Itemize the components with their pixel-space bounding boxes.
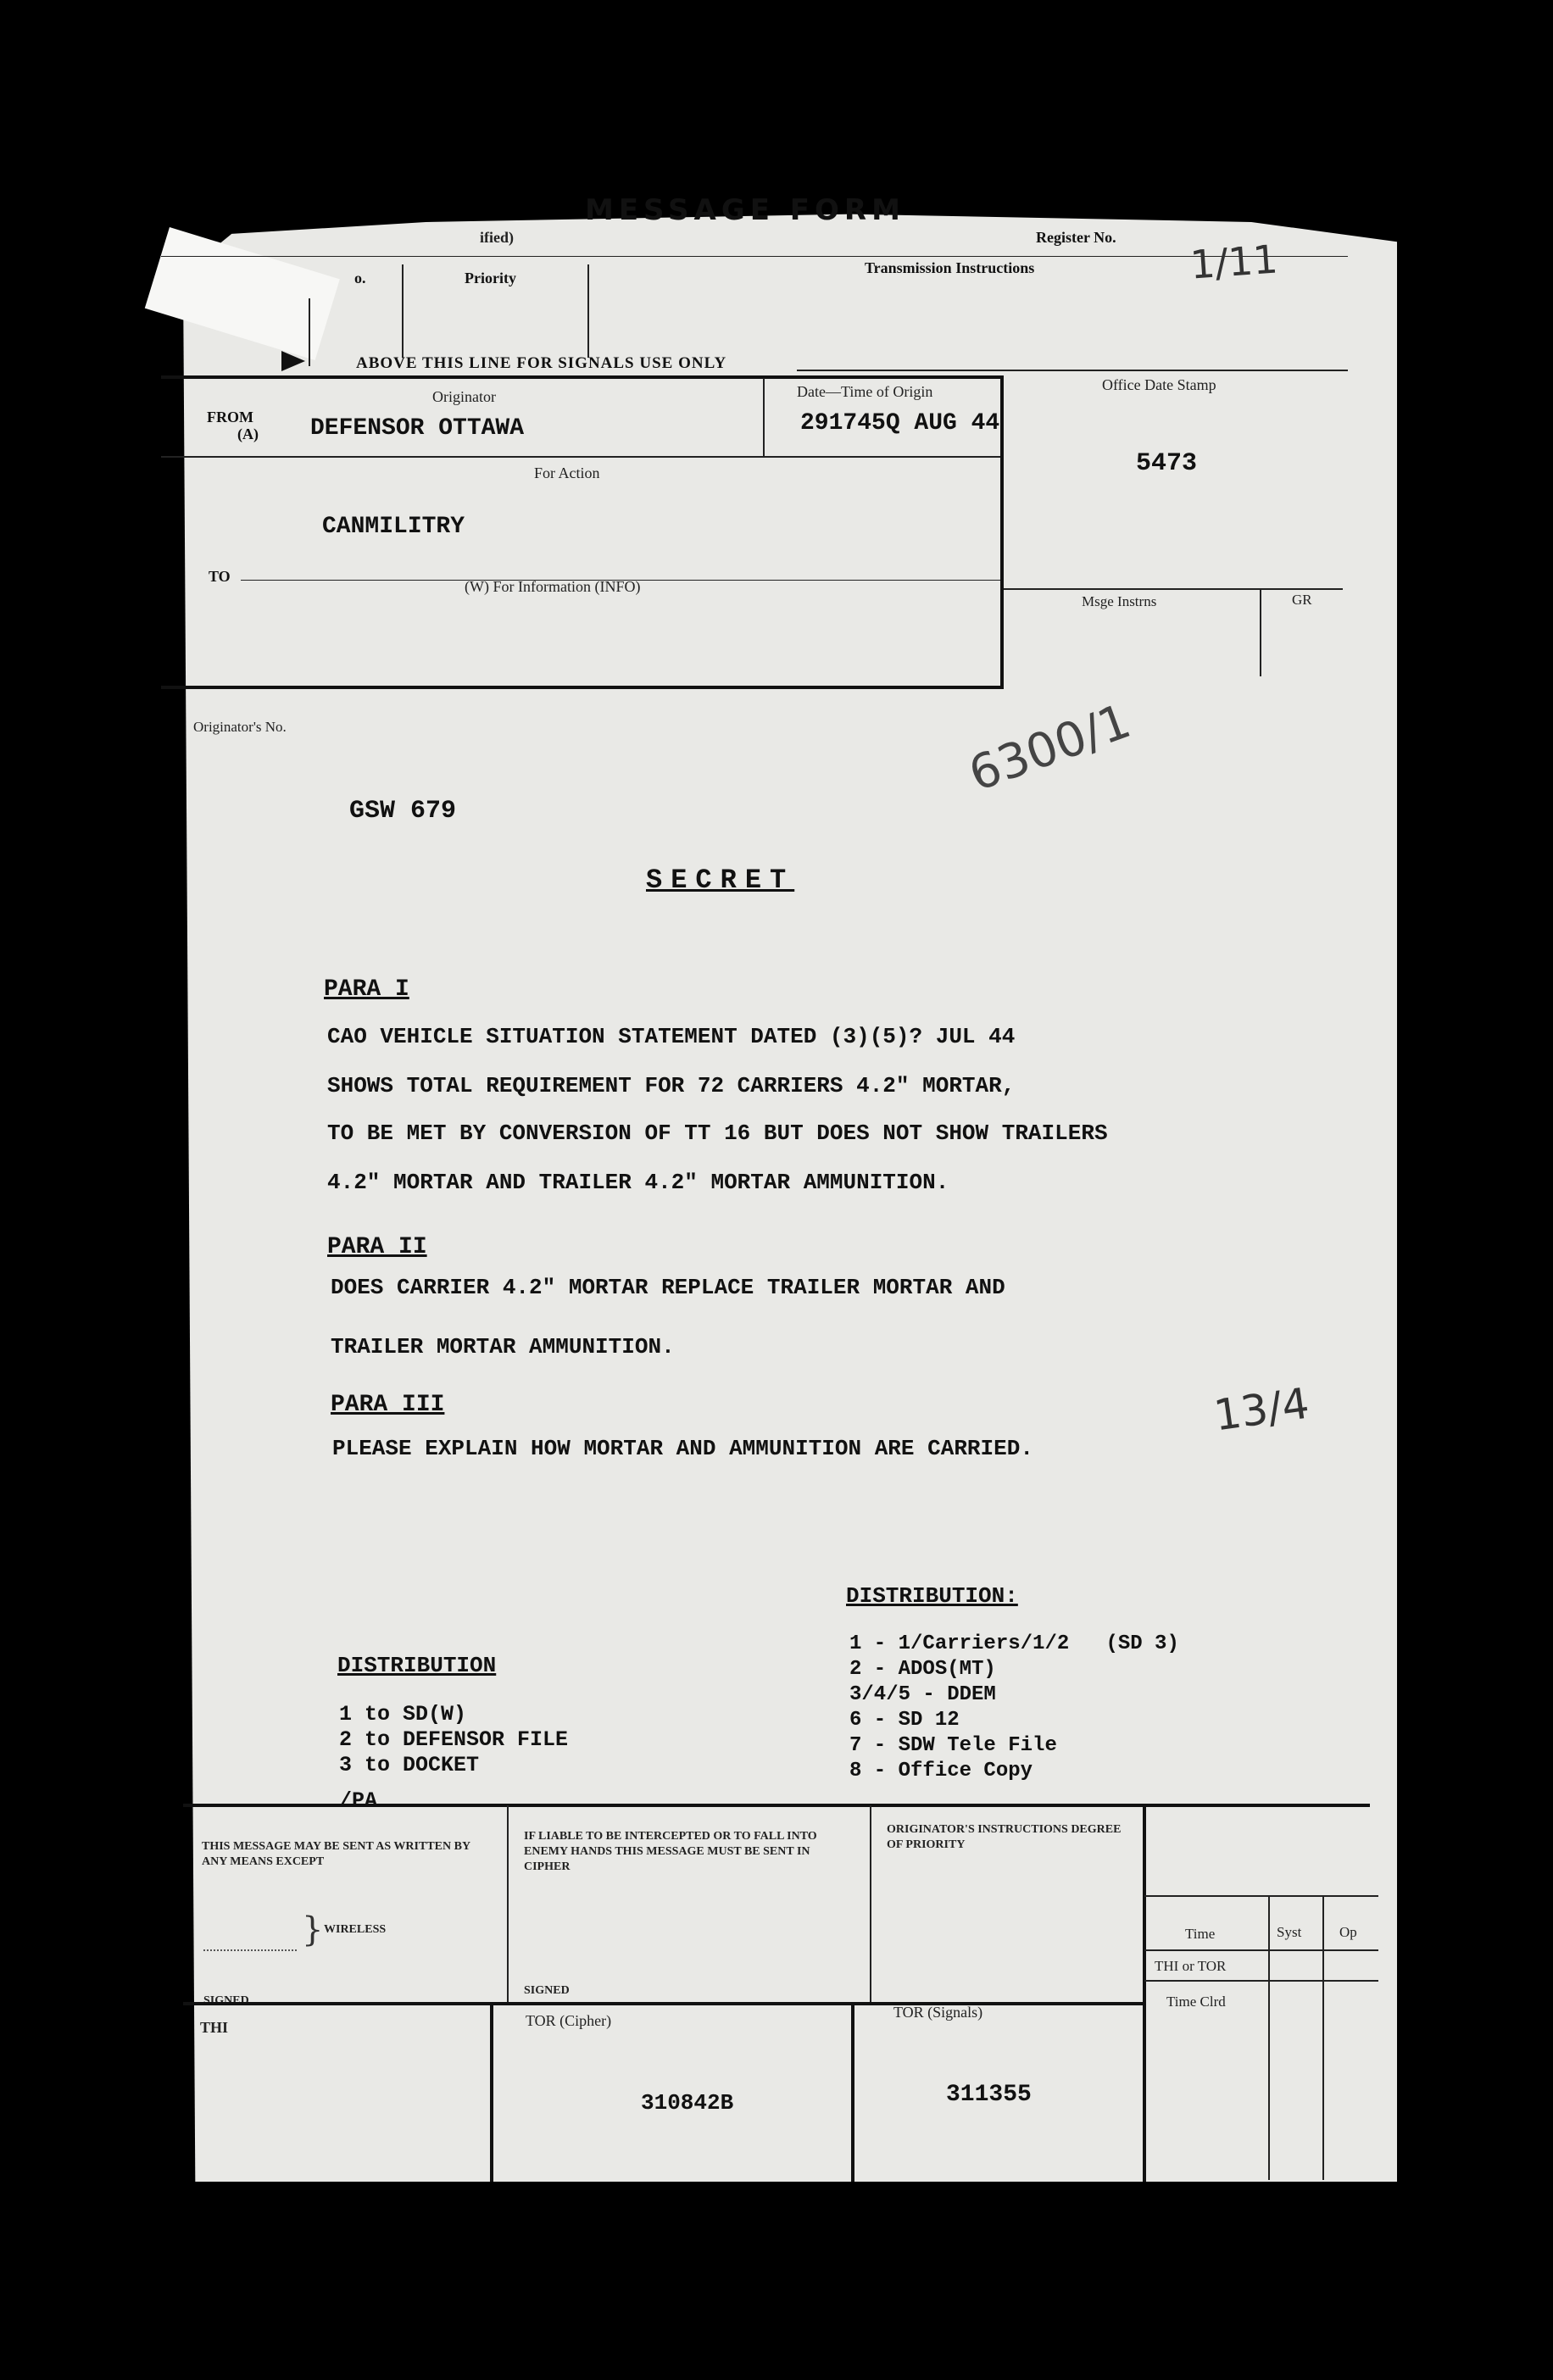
to-label: TO bbox=[209, 568, 231, 585]
para2-heading: PARA II bbox=[327, 1234, 427, 1260]
originators-no-label: Originator's No. bbox=[193, 719, 287, 735]
body-line: CAO VEHICLE SITUATION STATEMENT DATED (3)(5)? JUL 44 bbox=[327, 1024, 1016, 1049]
message-form-paper bbox=[183, 210, 1397, 2182]
header-col-divider-1 bbox=[309, 298, 310, 366]
time-clrd-label: Time Clrd bbox=[1166, 1994, 1226, 2010]
distribution-right-item: 2 - ADOS(MT) bbox=[849, 1658, 996, 1681]
distribution-right-item: 6 - SD 12 bbox=[849, 1709, 960, 1732]
distribution-left-item: /PA bbox=[339, 1788, 378, 1813]
priority-label: Priority bbox=[465, 270, 516, 286]
signals-line bbox=[797, 370, 1348, 371]
msge-row-top bbox=[1004, 588, 1343, 590]
handwritten-initials: 13/4 bbox=[1211, 1378, 1312, 1441]
footer-top-border bbox=[183, 1804, 1370, 1807]
from-row-divider bbox=[161, 456, 1000, 458]
header-col-divider-3 bbox=[587, 264, 589, 358]
from-block-right-border bbox=[1000, 375, 1004, 689]
time-grid-col-1 bbox=[1268, 1895, 1270, 2180]
tor-signals-value: 311355 bbox=[946, 2082, 1032, 2108]
syst-label: Syst bbox=[1277, 1924, 1302, 1940]
header-divider bbox=[161, 256, 1348, 257]
for-information-label: (W) For Information (INFO) bbox=[465, 578, 641, 595]
classification-partial-label: ified) bbox=[480, 229, 514, 246]
from-block-bottom-border bbox=[161, 686, 1004, 689]
form-title: MESSAGE FORM bbox=[585, 193, 905, 227]
distribution-right-item: 8 - Office Copy bbox=[849, 1760, 1033, 1782]
originator-dto-divider bbox=[763, 378, 765, 456]
office-date-stamp-label: Office Date Stamp bbox=[1102, 376, 1216, 393]
date-time-origin-label: Date—Time of Origin bbox=[797, 383, 933, 400]
transmission-instructions-label: Transmission Instructions bbox=[865, 259, 1035, 276]
handwritten-file-number: 6300/1 bbox=[961, 693, 1138, 803]
col1-instruction-text: THIS MESSAGE MAY BE SENT AS WRITTEN BY ANY MEANS EXCEPT bbox=[202, 1840, 470, 1868]
body-line: SHOWS TOTAL REQUIREMENT FOR 72 CARRIERS 4.2" MORTAR, bbox=[327, 1073, 1016, 1098]
brace-icon: } bbox=[302, 1910, 324, 1949]
footer-col-divider-3 bbox=[1143, 1805, 1146, 2182]
op-label: Op bbox=[1339, 1924, 1357, 1940]
footer-col-divider-2 bbox=[870, 1805, 871, 2004]
tor-col-divider-2 bbox=[851, 2004, 854, 2182]
handwritten-page-number: 1/11 bbox=[1188, 236, 1280, 288]
tor-signals-label: TOR (Signals) bbox=[893, 2004, 983, 2021]
from-block-top-border bbox=[161, 375, 1002, 379]
office-date-stamp-value: 5473 bbox=[1136, 449, 1198, 478]
footer-col-divider-1 bbox=[507, 1805, 509, 2004]
body-line: 4.2" MORTAR AND TRAILER 4.2" MORTAR AMMUNITION. bbox=[327, 1170, 949, 1195]
msge-gr-divider bbox=[1260, 588, 1261, 676]
tor-cipher-label: TOR (Cipher) bbox=[526, 2012, 612, 2029]
signals-use-line-label: ABOVE THIS LINE FOR SIGNALS USE ONLY bbox=[356, 354, 727, 372]
header-col-divider-2 bbox=[402, 264, 404, 358]
wireless-dotted-line bbox=[203, 1949, 297, 1951]
distribution-left-item: 2 to DEFENSOR FILE bbox=[339, 1727, 569, 1752]
body-line: TO BE MET BY CONVERSION OF TT 16 BUT DOES NOT SHOW TRAILERS bbox=[327, 1120, 1108, 1146]
signed-label: SIGNED bbox=[203, 1994, 249, 2007]
distribution-right-heading: DISTRIBUTION: bbox=[846, 1583, 1018, 1609]
register-no-label: Register No. bbox=[1036, 229, 1116, 246]
para3-heading: PARA III bbox=[331, 1392, 445, 1418]
originator-label: Originator bbox=[432, 388, 496, 405]
arrow-icon bbox=[281, 351, 305, 371]
distribution-right-item: 1 - 1/Carriers/1/2 (SD 3) bbox=[849, 1632, 1179, 1655]
classification-heading: SECRET bbox=[646, 865, 795, 896]
para1-heading: PARA I bbox=[324, 976, 409, 1003]
body-line: DOES CARRIER 4.2" MORTAR REPLACE TRAILER MORTAR AND bbox=[331, 1275, 1005, 1300]
for-action-label: For Action bbox=[534, 464, 600, 481]
gr-label: GR bbox=[1292, 592, 1312, 608]
distribution-left-heading: DISTRIBUTION bbox=[337, 1653, 497, 1678]
tor-cipher-value: 310842B bbox=[641, 2090, 734, 2116]
from-label: FROM bbox=[207, 409, 253, 425]
distribution-left-item: 1 to SD(W) bbox=[339, 1702, 467, 1727]
time-label: Time bbox=[1185, 1926, 1216, 1942]
col3-instruction-text: ORIGINATOR'S INSTRUCTIONS DEGREE OF PRIORITY bbox=[887, 1823, 1122, 1851]
message-reference: GSW 679 bbox=[349, 797, 457, 826]
thi-or-tor-label: THI or TOR bbox=[1155, 1958, 1227, 1974]
distribution-left-item: 3 to DOCKET bbox=[339, 1753, 480, 1777]
tor-row-top bbox=[183, 2002, 1144, 2005]
msge-instrns-label: Msge Instrns bbox=[1082, 593, 1157, 609]
for-action-value: CANMILITRY bbox=[322, 514, 465, 540]
wireless-label: WIRELESS bbox=[324, 1923, 387, 1936]
body-line: PLEASE EXPLAIN HOW MORTAR AND AMMUNITION ARE CARRIED. bbox=[332, 1436, 1033, 1461]
date-time-origin-value: 291745Q AUG 44 bbox=[800, 410, 1000, 437]
thi-label: THI bbox=[200, 2019, 229, 2036]
distribution-right-item: 7 - SDW Tele File bbox=[849, 1734, 1057, 1757]
time-grid-col-2 bbox=[1322, 1895, 1324, 2180]
originator-value: DEFENSOR OTTAWA bbox=[310, 415, 525, 442]
time-grid-row bbox=[1144, 1949, 1378, 1951]
tor-col-divider-1 bbox=[490, 2004, 493, 2182]
from-sub-label: (A) bbox=[237, 425, 259, 442]
distribution-right-item: 3/4/5 - DDEM bbox=[849, 1683, 996, 1706]
col2-instruction-text: IF LIABLE TO BE INTERCEPTED OR TO FALL INTO ENEMY HANDS THIS MESSAGE MUST BE SENT IN CIPHER bbox=[524, 1830, 817, 1873]
time-grid-row-2 bbox=[1144, 1980, 1378, 1982]
signed-label-2: SIGNED bbox=[524, 1984, 570, 1997]
serial-label: o. bbox=[354, 270, 366, 286]
body-line: TRAILER MORTAR AMMUNITION. bbox=[331, 1334, 675, 1360]
time-grid-top bbox=[1144, 1895, 1378, 1897]
